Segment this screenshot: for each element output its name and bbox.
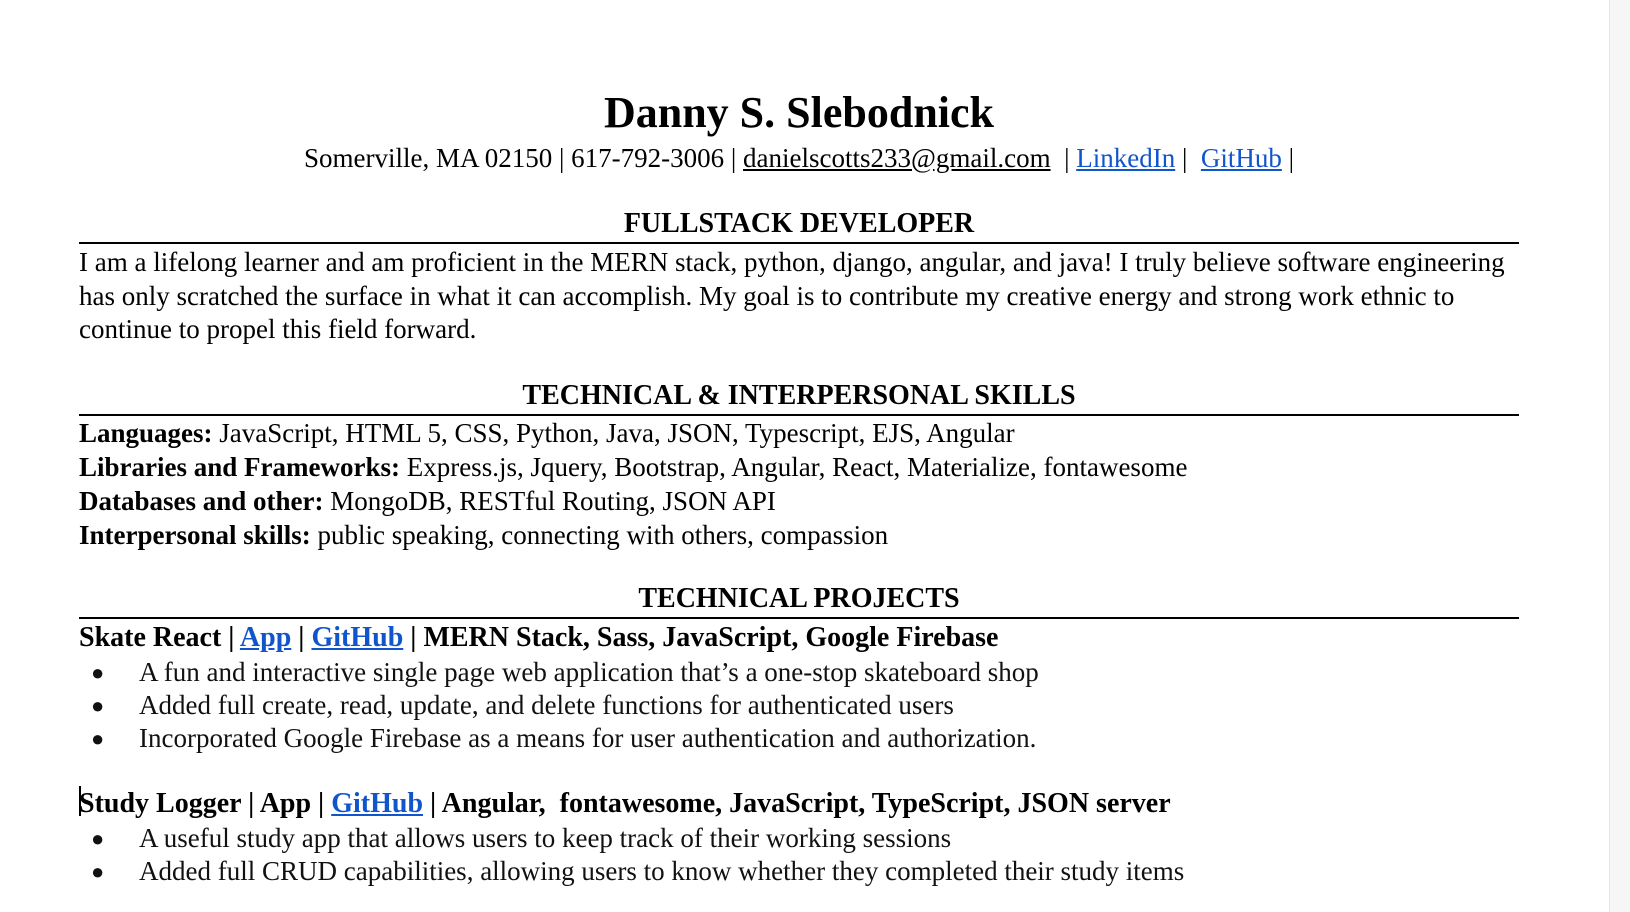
linkedin-link[interactable]: LinkedIn (1076, 143, 1176, 173)
summary-paragraph: I am a lifelong learner and am proficient in the MERN stack, python, django, angular, and java! I truly believe software engineering has only scratched the surface in what it can accomplish. My goal is to contribute my creative energy and strong work ethnic to continue to propel this field forward. (79, 247, 1505, 344)
project-github-link[interactable]: GitHub (331, 787, 424, 819)
list-item (79, 722, 1519, 755)
project-study-logger (79, 786, 1519, 888)
resume-document (79, 84, 1519, 888)
skills-section (79, 378, 1519, 552)
bullet-icon: ● (91, 692, 105, 718)
project-name: Skate React | (79, 621, 240, 653)
project-bullet-list (79, 822, 1519, 888)
projects-section (79, 581, 1519, 888)
skill-label: Libraries and Frameworks: (79, 451, 400, 482)
list-item (79, 656, 1519, 689)
contact-separator: | (1050, 143, 1077, 173)
skill-value: public speaking, connecting with others, compassion (310, 519, 889, 550)
list-item (79, 855, 1519, 888)
skill-line-databases (79, 484, 1519, 518)
skill-label: Languages: (79, 417, 213, 448)
bullet-icon: ● (91, 825, 105, 851)
section-title-fullstack: FULLSTACK DEVELOPER (79, 206, 1519, 244)
project-skate-react (79, 620, 1519, 755)
github-link[interactable]: GitHub (1200, 143, 1282, 173)
skill-line-frameworks (79, 450, 1519, 484)
section-title-projects: TECHNICAL PROJECTS (79, 581, 1519, 619)
skill-line-interpersonal (79, 518, 1519, 552)
bullet-text: A useful study app that allows users to keep track of their working sessions (139, 822, 952, 853)
project-app-link[interactable]: App (239, 621, 292, 653)
project-stack: | MERN Stack, Sass, JavaScript, Google Firebase (403, 621, 999, 653)
project-separator: | (291, 621, 312, 653)
bullet-icon: ● (91, 659, 105, 685)
scrollbar[interactable] (1609, 0, 1630, 912)
project-bullet-list (79, 656, 1519, 755)
skill-value: JavaScript, HTML 5, CSS, Python, Java, JSON, Typescript, EJS, Angular (212, 417, 1015, 448)
address-phone: Somerville, MA 02150 | 617-792-3006 | (303, 143, 744, 173)
candidate-name: Danny S. Slebodnick (603, 88, 995, 137)
bullet-text: A fun and interactive single page web application that’s a one-stop skateboard shop (139, 656, 1039, 687)
list-item (79, 822, 1519, 855)
project-stack: | Angular, fontawesome, JavaScript, TypeScript, JSON server (423, 787, 1171, 819)
bullet-text: Added full CRUD capabilities, allowing users to know whether they completed their study items (139, 855, 1185, 886)
skill-label: Databases and other: (79, 485, 324, 516)
skill-label: Interpersonal skills: (79, 519, 311, 550)
contact-separator: | (1281, 143, 1295, 173)
bullet-text: Incorporated Google Firebase as a means for user authentication and authorization. (139, 722, 1037, 753)
bullet-icon: ● (91, 858, 105, 884)
project-heading (79, 786, 1519, 822)
contact-separator: | (1175, 143, 1201, 173)
bullet-text: Added full create, read, update, and delete functions for authenticated users (139, 689, 954, 720)
email-address[interactable]: danielscotts233@gmail.com (743, 143, 1051, 173)
list-item (79, 689, 1519, 722)
section-title-skills: TECHNICAL & INTERPERSONAL SKILLS (79, 378, 1519, 416)
bullet-icon: ● (91, 725, 105, 751)
project-name: Study Logger | App | (79, 787, 332, 819)
project-heading (79, 620, 1519, 656)
project-github-link[interactable]: GitHub (311, 621, 404, 653)
skill-value: MongoDB, RESTful Routing, JSON API (323, 485, 776, 516)
summary-section (79, 206, 1519, 347)
skill-value: Express.js, Jquery, Bootstrap, Angular, React, Materialize, fontawesome (399, 451, 1188, 482)
skill-line-languages (79, 416, 1519, 450)
contact-line (79, 141, 1519, 175)
